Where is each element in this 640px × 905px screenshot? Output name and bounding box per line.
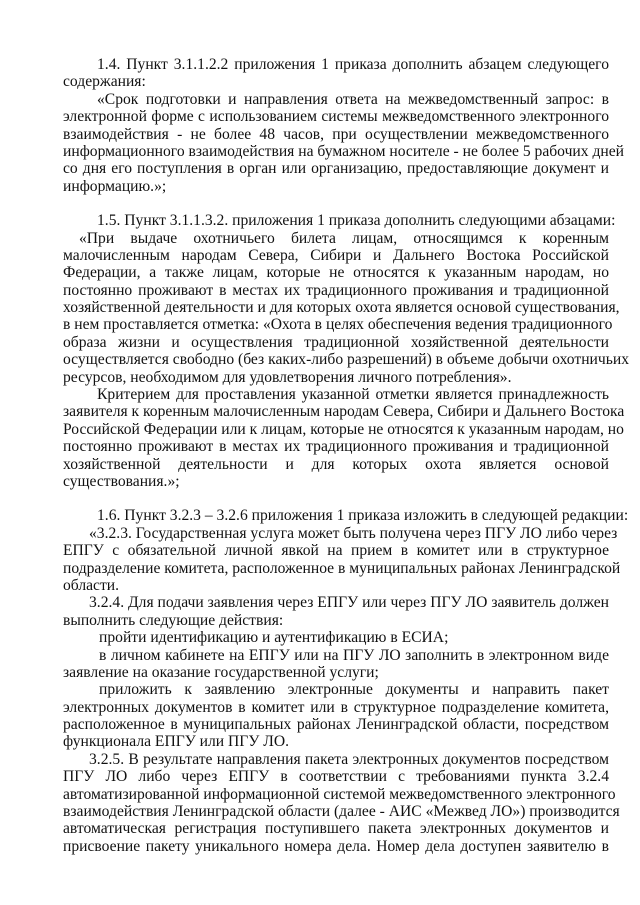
- text-line: автоматическая регистрация поступившего пакета электронных документов и: [63, 820, 609, 838]
- text-line: «При выдаче охотничьего билета лицам, относящимся к коренным: [79, 229, 609, 247]
- text-line: информацию.»;: [63, 177, 167, 195]
- section-1-4: [63, 56, 625, 195]
- text-line: функционала ЕПГУ или ПГУ ЛО.: [63, 733, 289, 751]
- text-line: подразделение комитета, расположенное в муниципальных районах Ленинградской: [63, 559, 621, 577]
- text-line: заявление на оказание государственной услуги;: [63, 663, 379, 681]
- text-line: хозяйственной деятельности и для которых охота является основой: [63, 455, 609, 473]
- text-line: образа жизни и осуществления традиционной хозяйственной деятельности: [63, 333, 609, 351]
- text-line: области.: [63, 576, 120, 594]
- text-line: постоянно проживают в местах их традиционного проживания и традиционной: [63, 438, 609, 456]
- text-line: ПГУ ЛО либо через ЕПГУ в соответствии с требованиями пункта 3.2.4: [63, 768, 609, 786]
- text-line: расположенное в муниципальных районах Ленинградской области, посредством: [63, 716, 609, 734]
- text-line: существования.»;: [63, 472, 180, 490]
- text-line: взаимодействия Ленинградской области (далее - АИС «Межвед ЛО») производится: [63, 803, 620, 821]
- text-line: взаимодействия - не более 48 часов, при осуществлении межведомственного: [63, 125, 609, 143]
- text-line: осуществляется свободно (без каких-либо разрешений) в объеме добычи охотничьих: [63, 351, 629, 369]
- text-line: 3.2.4. Для подачи заявления через ЕПГУ или через ПГУ ЛО заявитель должен: [89, 594, 609, 612]
- text-line: малочисленным народам Севера, Сибири и Дальнего Востока Российской: [63, 246, 609, 264]
- text-line: информационного взаимодействия на бумажном носителе - не более 5 рабочих дней: [63, 142, 625, 160]
- text-line: «3.2.3. Государственная услуга может быть получена через ПГУ ЛО либо через: [89, 524, 618, 542]
- text-line: «Срок подготовки и направления ответа на межведомственный запрос: в: [97, 90, 609, 108]
- text-line: Критерием для проставления указанной отметки является принадлежность: [97, 386, 609, 404]
- text-line: ресурсов, необходимом для удовлетворения личного потребления».: [63, 368, 512, 386]
- text-line: 1.5. Пункт 3.1.1.3.2. приложения 1 приказа дополнить следующими абзацами:: [97, 212, 616, 230]
- text-line: 1.4. Пункт 3.1.1.2.2 приложения 1 приказа дополнить абзацем следующего: [97, 56, 609, 73]
- text-line: 3.2.5. В результате направления пакета электронных документов посредством: [89, 750, 609, 768]
- text-line: 1.6. Пункт 3.2.3 – 3.2.6 приложения 1 приказа изложить в следующей редакции:: [97, 507, 629, 525]
- text-line: автоматизированной информационной системой межведомственного электронного: [63, 785, 616, 803]
- text-line: выполнить следующие действия:: [63, 611, 284, 629]
- text-line: ЕПГУ с обязательной личной явкой на прием в комитет или в структурное: [63, 542, 609, 560]
- text-line: электронных документов в комитет или в структурное подразделение комитета,: [63, 698, 609, 716]
- text-line: электронной форме с использованием системы межведомственного электронного: [63, 108, 609, 126]
- text-line: приложить к заявлению электронные документы и направить пакет: [99, 681, 609, 699]
- section-1-6: [63, 507, 629, 855]
- text-line: Федерации, а также лицам, которые не относятся к указанным народам, но: [63, 264, 609, 282]
- section-1-5: [63, 212, 629, 490]
- document-page: [63, 56, 629, 855]
- text-line: присвоение пакету уникального номера дела. Номер дела доступен заявителю в: [63, 837, 609, 855]
- text-line: содержания:: [63, 73, 146, 91]
- text-line: заявителя к коренным малочисленным народам Севера, Сибири и Дальнего Востока: [63, 403, 625, 421]
- text-line: постоянно проживают в местах их традиционного проживания и традиционной: [63, 281, 609, 299]
- text-line: в нем проставляется отметка: «Охота в целях обеспечения ведения традиционного: [63, 316, 613, 334]
- text-line: Российской Федерации или к лицам, которые не относятся к указанным народам, но: [63, 420, 624, 438]
- text-line: со дня его поступления в орган или организацию, предоставляющие документ и: [63, 160, 609, 178]
- text-line: хозяйственной деятельности и для которых охота является основой существования,: [63, 299, 620, 317]
- text-line: в личном кабинете на ЕПГУ или на ПГУ ЛО заполнить в электронном виде: [99, 646, 609, 664]
- text-line: пройти идентификацию и аутентификацию в ЕСИА;: [99, 629, 449, 647]
